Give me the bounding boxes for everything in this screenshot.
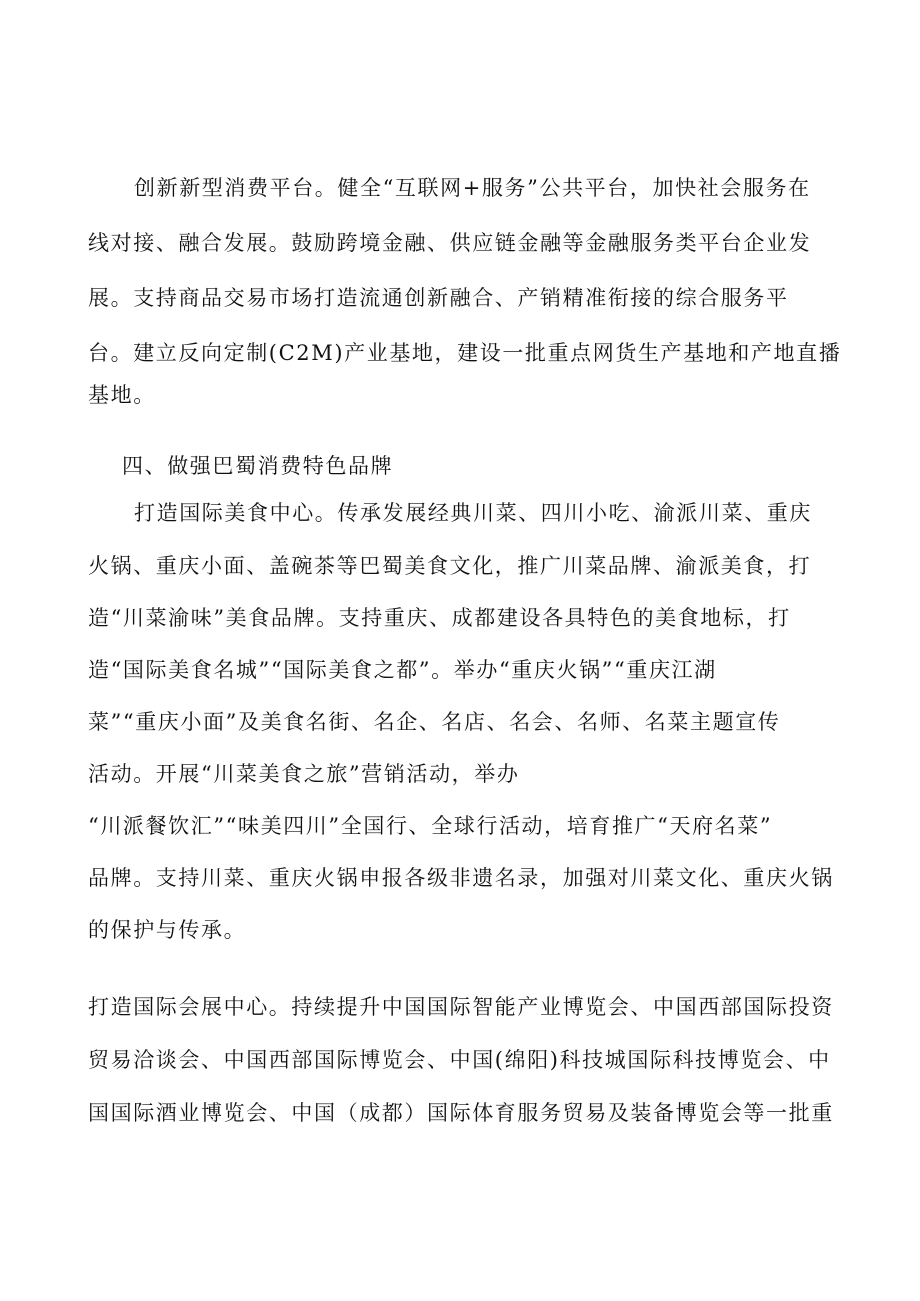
paragraph-1-line-2: 线对接、融合发展。鼓励跨境金融、供应链金融等金融服务类平台企业发 (88, 231, 812, 255)
paragraph-3-line-3: 国国际酒业博览会、中国（成都）国际体育服务贸易及装备博览会等一批重 (88, 1101, 834, 1125)
paragraph-3-line-2: 贸易洽谈会、中国西部国际博览会、中国(绵阳)科技城国际科技博览会、中 (88, 1048, 831, 1072)
paragraph-2-line-9: 的保护与传承。 (88, 918, 247, 942)
paragraph-2-line-6: 活动。开展“川菜美食之旅”营销活动，举办 (88, 762, 520, 786)
section-heading: 四、做强巴蜀消费特色品牌 (122, 454, 394, 478)
paragraph-3-line-1: 打造国际会展中心。持续提升中国国际智能产业博览会、中国西部国际投资 (88, 995, 834, 1019)
paragraph-2-line-4: 造“国际美食名城”“国际美食之都”。举办“重庆火锅”“重庆江湖 (88, 658, 717, 682)
paragraph-2-line-7: “川派餐饮汇”“味美四川”全国行、全球行活动，培育推广“天府名菜” (88, 814, 773, 838)
paragraph-1-line-3: 展。支持商品交易市场打造流通创新融合、产销精准衔接的综合服务平 (88, 286, 789, 310)
paragraph-2-line-2: 火锅、重庆小面、盖碗茶等巴蜀美食文化，推广川菜品牌、渝派美食，打 (88, 554, 812, 578)
paragraph-1-line-4: 台。建立反向定制(C2M)产业基地，建设一批重点网货生产基地和产地直播 (88, 341, 842, 365)
paragraph-2-line-8: 品牌。支持川菜、重庆火锅申报各级非遗名录，加强对川菜文化、重庆火锅 (88, 866, 834, 890)
paragraph-2-line-1: 打造国际美食中心。传承发展经典川菜、四川小吃、渝派川菜、重庆 (134, 501, 812, 525)
paragraph-1-line-1: 创新新型消费平台。健全“互联网+服务”公共平台，加快社会服务在 (134, 176, 811, 200)
paragraph-2-line-5: 菜”“重庆小面”及美食名街、名企、名店、名会、名师、名菜主题宣传 (88, 710, 781, 734)
paragraph-1-line-5: 基地。 (88, 383, 156, 407)
paragraph-2-line-3: 造“川菜渝味”美食品牌。支持重庆、成都建设各具特色的美食地标，打 (88, 606, 791, 630)
